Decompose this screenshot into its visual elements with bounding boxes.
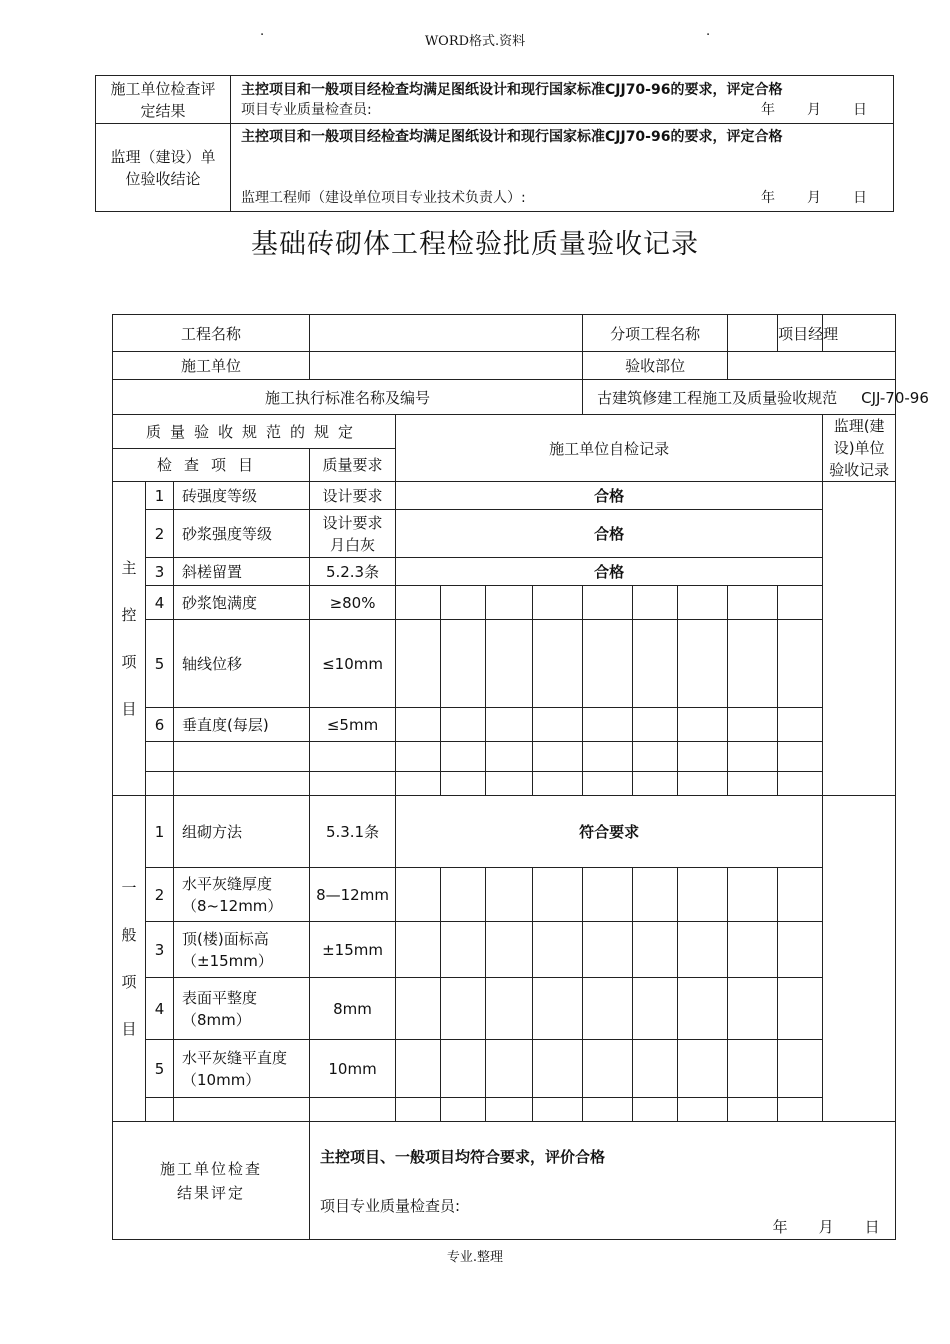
item-name: 水平灰缝平直度（10mm） [174, 1040, 310, 1098]
spec-header: 质量验收规范的规定 [113, 415, 396, 449]
main-group-label: 主 控 项 目 [113, 482, 146, 796]
page-title: 基础砖砌体工程检验批质量验收记录 [251, 229, 699, 260]
item-name: 组砌方法 [174, 796, 310, 868]
date-fields: 年 月 日 [761, 101, 867, 118]
item-result[interactable]: 合格 [396, 558, 823, 586]
main-supervision-cell[interactable] [823, 482, 896, 796]
item-no: 2 [146, 510, 174, 558]
general-group-label: 一 般 项 目 [113, 796, 146, 1122]
item-name: 水平灰缝厚度（8~12mm） [174, 868, 310, 922]
contractor-label: 施工单位 [113, 352, 310, 380]
item-name: 顶(楼)面标高（±15mm） [174, 922, 310, 978]
standard-code: CJJ-70-96 [861, 388, 929, 407]
item-name: 表面平整度（8mm） [174, 978, 310, 1040]
item-result[interactable]: 合格 [396, 510, 823, 558]
item-req: 设计要求 [310, 482, 396, 510]
supervision-header: 监理(建设)单位验收记录 [823, 415, 896, 482]
item-req: ≥80% [310, 586, 396, 620]
item-result[interactable]: 合格 [396, 482, 823, 510]
item-name: 斜槎留置 [174, 558, 310, 586]
page-footer: 专业.整理 [446, 1250, 504, 1265]
item-no: 3 [146, 922, 174, 978]
evaluation-inspector-label: 项目专业质量检查员: [320, 1197, 461, 1215]
previous-record-table [95, 75, 894, 212]
item-req: 5.3.1条 [310, 796, 396, 868]
general-supervision-cell[interactable] [823, 796, 896, 1122]
header-dot-right: . [706, 24, 711, 39]
item-req: 8mm [310, 978, 396, 1040]
item-req: 10mm [310, 1040, 396, 1098]
item-no: 5 [146, 620, 174, 708]
item-no: 4 [146, 978, 174, 1040]
project-name-label: 工程名称 [113, 315, 310, 352]
item-no: 2 [146, 868, 174, 922]
inspection-table [112, 314, 929, 1240]
evaluation-conclusion: 主控项目、一般项目均符合要求，评价合格 [320, 1148, 606, 1166]
item-no: 3 [146, 558, 174, 586]
header-dot-left: . [260, 24, 265, 39]
item-req: 设计要求月白灰 [310, 510, 396, 558]
item-no: 5 [146, 1040, 174, 1098]
manager-label: 项目经理 [778, 315, 823, 352]
item-req: ±15mm [310, 922, 396, 978]
supervision-conclusion: 主控项目和一般项目经检查均满足图纸设计和现行国家标准CJJ70-96的要求，评定合格 [241, 129, 783, 145]
sub-project-value[interactable] [728, 315, 778, 352]
inspector-label: 项目专业质量检查员: [241, 101, 372, 118]
item-req: ≤5mm [310, 708, 396, 742]
item-name: 轴线位移 [174, 620, 310, 708]
sub-project-label: 分项工程名称 [583, 315, 728, 352]
item-no: 1 [146, 482, 174, 510]
item-name: 砖强度等级 [174, 482, 310, 510]
supervision-conclusion-label: 监理（建设）单位验收结论 [96, 124, 231, 212]
item-no: 4 [146, 586, 174, 620]
item-no: 1 [146, 796, 174, 868]
quality-req-header: 质量要求 [310, 448, 396, 482]
item-name: 垂直度(每层) [174, 708, 310, 742]
item-result[interactable]: 符合要求 [396, 796, 823, 868]
evaluation-date-fields: 年 月 日 [772, 1218, 880, 1236]
standard-value: 古建筑修建工程施工及质量验收规范 CJJ-70-96 [583, 380, 896, 415]
standard-label: 施工执行标准名称及编号 [113, 380, 583, 415]
item-no: 6 [146, 708, 174, 742]
evaluation-label: 施工单位检查结果评定 [113, 1122, 310, 1240]
check-item-header: 检查项目 [113, 448, 310, 482]
header-text: WORD格式.资料 [424, 34, 526, 49]
supervision-engineer-label: 监理工程师（建设单位项目专业技术负责人）: [241, 190, 526, 206]
acceptance-part-value[interactable] [728, 352, 896, 380]
acceptance-part-label: 验收部位 [583, 352, 728, 380]
contractor-value[interactable] [310, 352, 583, 380]
self-check-header: 施工单位自检记录 [396, 415, 823, 482]
contractor-conclusion: 主控项目和一般项目经检查均满足图纸设计和现行国家标准CJJ70-96的要求，评定合格 [241, 81, 783, 98]
item-req: ≤10mm [310, 620, 396, 708]
item-name: 砂浆饱满度 [174, 586, 310, 620]
project-name-value[interactable] [310, 315, 583, 352]
contractor-result-label: 施工单位检查评定结果 [96, 76, 231, 124]
item-req: 8—12mm [310, 868, 396, 922]
date-fields: 年 月 日 [761, 190, 867, 206]
item-name: 砂浆强度等级 [174, 510, 310, 558]
item-req: 5.2.3条 [310, 558, 396, 586]
